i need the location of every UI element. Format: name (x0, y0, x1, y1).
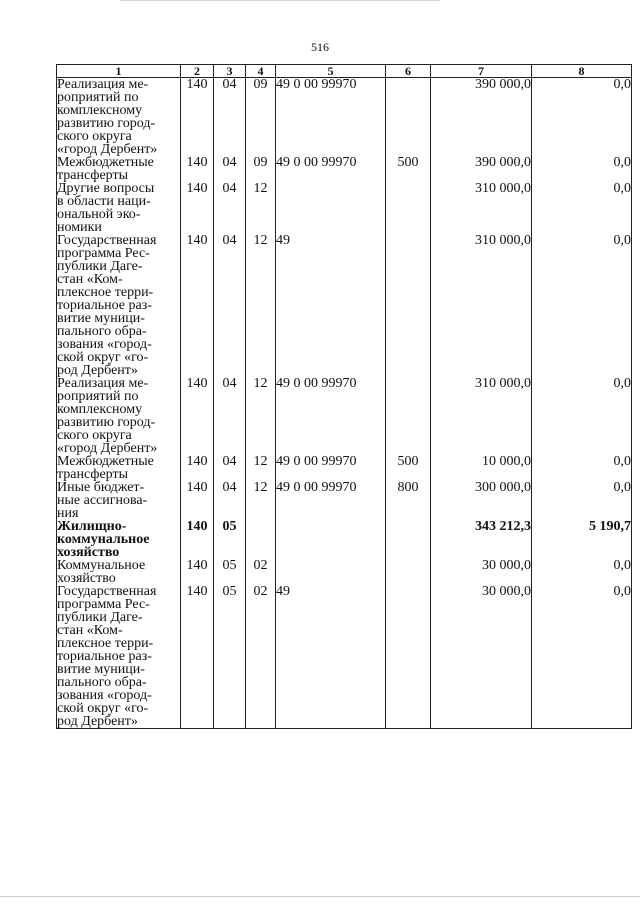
value-cell: 12 (246, 182, 276, 234)
value-cell: 140 (181, 156, 214, 182)
value-cell: 04 (214, 182, 246, 234)
value-cell: 12 (246, 234, 276, 377)
value-cell (386, 559, 431, 585)
row-name-cell: Межбюджетные трансферты (57, 156, 181, 182)
table-row (57, 78, 632, 157)
column-header: 3 (214, 65, 246, 78)
value-cell (386, 585, 431, 729)
value-cell: 04 (214, 455, 246, 481)
scan-edge-line (0, 896, 640, 897)
value-cell: 49 0 00 99970 (276, 455, 386, 481)
value-cell: 140 (181, 377, 214, 455)
value-cell: 49 (276, 585, 386, 729)
value-cell: 0,0 (532, 78, 632, 157)
value-cell: 49 (276, 234, 386, 377)
column-header: 2 (181, 65, 214, 78)
row-name-cell: Другие вопросы в области наци- ональной эко- номики (57, 182, 181, 234)
row-name-cell: Реализация ме- роприятий по комплексному развитию город- ского округа «город Дербент» (57, 377, 181, 455)
row-name-cell: Жилищно- коммунальное хозяйство (57, 520, 181, 559)
value-cell: 310 000,0 (431, 182, 532, 234)
value-cell: 140 (181, 455, 214, 481)
value-cell (246, 520, 276, 559)
value-cell: 310 000,0 (431, 234, 532, 377)
header-row (57, 65, 632, 78)
value-cell: 800 (386, 481, 431, 520)
value-cell: 04 (214, 481, 246, 520)
table-row (57, 585, 632, 729)
value-cell: 140 (181, 520, 214, 559)
value-cell (386, 234, 431, 377)
column-header: 8 (532, 65, 632, 78)
value-cell: 0,0 (532, 377, 632, 455)
value-cell: 0,0 (532, 559, 632, 585)
value-cell (276, 520, 386, 559)
value-cell: 0,0 (532, 156, 632, 182)
value-cell: 49 0 00 99970 (276, 481, 386, 520)
page-number: 516 (311, 40, 329, 54)
value-cell: 49 0 00 99970 (276, 156, 386, 182)
value-cell (386, 182, 431, 234)
value-cell: 0,0 (532, 182, 632, 234)
value-cell: 02 (246, 585, 276, 729)
value-cell: 10 000,0 (431, 455, 532, 481)
value-cell (276, 559, 386, 585)
value-cell: 49 0 00 99970 (276, 78, 386, 157)
table-row (57, 234, 632, 377)
scan-edge-line (120, 0, 440, 1)
value-cell: 140 (181, 234, 214, 377)
table-row (57, 455, 632, 481)
value-cell: 140 (181, 559, 214, 585)
row-name-cell: Межбюджетные трансферты (57, 455, 181, 481)
value-cell: 0,0 (532, 455, 632, 481)
value-cell: 09 (246, 78, 276, 157)
value-cell: 04 (214, 377, 246, 455)
value-cell (276, 182, 386, 234)
column-header: 5 (276, 65, 386, 78)
value-cell: 05 (214, 520, 246, 559)
column-header: 1 (57, 65, 181, 78)
value-cell: 140 (181, 182, 214, 234)
value-cell: 5 190,7 (532, 520, 632, 559)
column-header: 7 (431, 65, 532, 78)
value-cell: 300 000,0 (431, 481, 532, 520)
column-header: 6 (386, 65, 431, 78)
value-cell: 05 (214, 559, 246, 585)
value-cell: 0,0 (532, 481, 632, 520)
value-cell: 500 (386, 156, 431, 182)
value-cell: 05 (214, 585, 246, 729)
value-cell: 390 000,0 (431, 78, 532, 157)
value-cell: 500 (386, 455, 431, 481)
table-row (57, 481, 632, 520)
value-cell: 02 (246, 559, 276, 585)
value-cell: 12 (246, 377, 276, 455)
value-cell: 140 (181, 585, 214, 729)
value-cell: 12 (246, 455, 276, 481)
column-header: 4 (246, 65, 276, 78)
row-name-cell: Государственная программа Рес- публики Даге- стан «Ком- плексное терри- ториальное раз- витие муници- пального обра- зования «город- ской округ «го- род Дербент» (57, 234, 181, 377)
value-cell (386, 377, 431, 455)
value-cell: 0,0 (532, 585, 632, 729)
value-cell: 310 000,0 (431, 377, 532, 455)
value-cell: 12 (246, 481, 276, 520)
value-cell (386, 520, 431, 559)
row-name-cell: Иные бюджет- ные ассигнова- ния (57, 481, 181, 520)
row-name-cell: Государственная программа Рес- публики Даге- стан «Ком- плексное терри- ториальное раз- витие муници- пального обра- зования «город- ской округ «го- род Дербент» (57, 585, 181, 729)
table-row (57, 182, 632, 234)
value-cell: 30 000,0 (431, 585, 532, 729)
table-row (57, 520, 632, 559)
value-cell: 0,0 (532, 234, 632, 377)
value-cell: 343 212,3 (431, 520, 532, 559)
table-row (57, 377, 632, 455)
value-cell: 04 (214, 78, 246, 157)
value-cell: 140 (181, 481, 214, 520)
value-cell: 04 (214, 156, 246, 182)
table-row (57, 559, 632, 585)
value-cell: 140 (181, 78, 214, 157)
budget-table (56, 64, 632, 729)
value-cell: 04 (214, 234, 246, 377)
value-cell: 30 000,0 (431, 559, 532, 585)
value-cell: 09 (246, 156, 276, 182)
value-cell: 390 000,0 (431, 156, 532, 182)
table-row (57, 156, 632, 182)
value-cell: 49 0 00 99970 (276, 377, 386, 455)
row-name-cell: Реализация ме- роприятий по комплексному развитию город- ского округа «город Дербент» (57, 78, 181, 157)
row-name-cell: Коммунальное хозяйство (57, 559, 181, 585)
value-cell (386, 78, 431, 157)
